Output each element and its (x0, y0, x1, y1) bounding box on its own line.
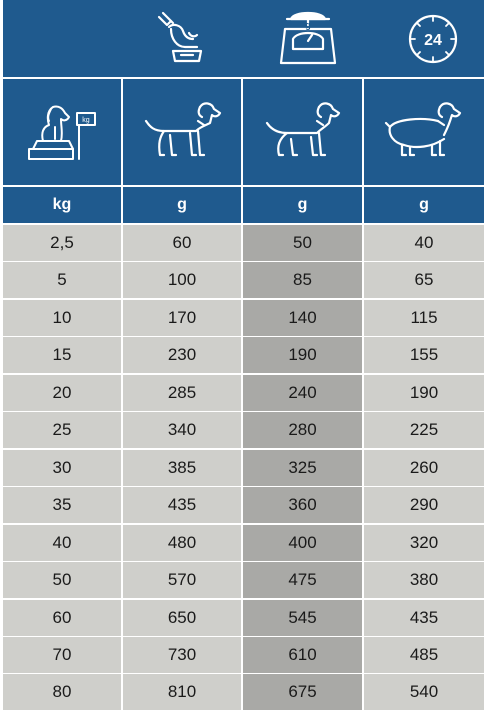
heavy-cell: 320 (364, 525, 484, 561)
heavy-cell: 190 (364, 375, 484, 411)
top-icon-band (3, 0, 484, 77)
table-row (3, 300, 484, 336)
weight-cell: 15 (3, 337, 121, 373)
weigh-label: kg (82, 117, 90, 124)
table-row (3, 525, 484, 561)
normal-cell: 475 (243, 562, 362, 598)
slim-cell: 285 (123, 375, 241, 411)
normal-cell: 85 (243, 262, 362, 298)
normal-cell: 610 (243, 637, 362, 673)
normal-cell: 50 (243, 225, 362, 261)
clock-label: 24 (424, 31, 442, 49)
food-scale-icon (258, 0, 358, 77)
slim-cell: 60 (123, 225, 241, 261)
slim-cell: 385 (123, 450, 241, 486)
slim-cell: 810 (123, 674, 241, 710)
normal-dog-icon (243, 79, 362, 185)
weight-cell: 30 (3, 450, 121, 486)
feeding-table (3, 0, 484, 709)
table-row (3, 225, 484, 261)
slim-cell: 170 (123, 300, 241, 336)
table-row (3, 600, 484, 636)
normal-cell: 190 (243, 337, 362, 373)
unit-header-row (3, 187, 484, 223)
slim-cell: 650 (123, 600, 241, 636)
table-row (3, 337, 484, 373)
slim-cell: 340 (123, 412, 241, 448)
weight-cell: 50 (3, 562, 121, 598)
slim-dog-icon (123, 79, 241, 185)
table-row (3, 375, 484, 411)
weight-cell: 20 (3, 375, 121, 411)
normal-cell: 280 (243, 412, 362, 448)
normal-cell: 545 (243, 600, 362, 636)
heavy-cell: 380 (364, 562, 484, 598)
table-row (3, 674, 484, 710)
heavy-cell: 115 (364, 300, 484, 336)
clock-24-icon (383, 0, 483, 77)
weight-cell: 35 (3, 487, 121, 523)
scale-label: g (305, 19, 311, 30)
slim-cell: 730 (123, 637, 241, 673)
weight-cell: 25 (3, 412, 121, 448)
unit-normal: g (243, 187, 362, 223)
normal-cell: 400 (243, 525, 362, 561)
heavy-cell: 65 (364, 262, 484, 298)
table-row (3, 487, 484, 523)
slim-cell: 100 (123, 262, 241, 298)
heavy-cell: 540 (364, 674, 484, 710)
normal-cell: 140 (243, 300, 362, 336)
normal-cell: 325 (243, 450, 362, 486)
table-row (3, 637, 484, 673)
table-row (3, 412, 484, 448)
heavy-cell: 155 (364, 337, 484, 373)
normal-cell: 675 (243, 674, 362, 710)
weight-cell: 70 (3, 637, 121, 673)
hand-scoop-icon (133, 0, 233, 77)
slim-cell: 435 (123, 487, 241, 523)
heavy-dog-icon (364, 79, 484, 185)
heavy-cell: 225 (364, 412, 484, 448)
slim-cell: 230 (123, 337, 241, 373)
heavy-cell: 260 (364, 450, 484, 486)
dog-icon-row (3, 79, 484, 185)
slim-cell: 480 (123, 525, 241, 561)
unit-weight: kg (3, 187, 121, 223)
slim-cell: 570 (123, 562, 241, 598)
weight-cell: 5 (3, 262, 121, 298)
heavy-cell: 290 (364, 487, 484, 523)
weight-cell: 10 (3, 300, 121, 336)
normal-cell: 360 (243, 487, 362, 523)
heavy-cell: 485 (364, 637, 484, 673)
table-row (3, 562, 484, 598)
normal-cell: 240 (243, 375, 362, 411)
weight-cell: 80 (3, 674, 121, 710)
dog-on-scale-icon (3, 79, 121, 185)
unit-slim: g (123, 187, 241, 223)
unit-heavy: g (364, 187, 484, 223)
table-row (3, 262, 484, 298)
heavy-cell: 40 (364, 225, 484, 261)
weight-cell: 40 (3, 525, 121, 561)
weight-cell: 60 (3, 600, 121, 636)
heavy-cell: 435 (364, 600, 484, 636)
weight-cell: 2,5 (3, 225, 121, 261)
table-row (3, 450, 484, 486)
